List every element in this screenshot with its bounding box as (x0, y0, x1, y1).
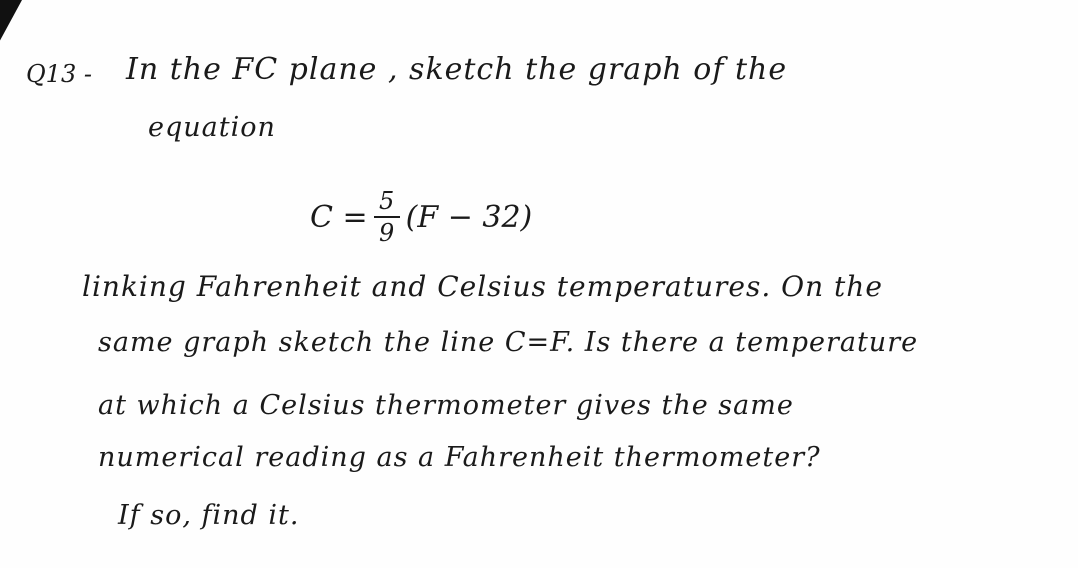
fraction-denominator: 9 (379, 219, 395, 248)
equation-lhs: C = (310, 199, 368, 235)
fraction-numerator: 5 (379, 187, 395, 215)
text-line-2: equation (148, 112, 276, 143)
equation (310, 188, 532, 247)
equation-fraction (374, 188, 400, 247)
question-number: Q13 - (26, 60, 92, 88)
text-line-7: If so, find it. (118, 500, 300, 531)
text-line-6: numerical reading as a Fahrenheit thermometer? (98, 442, 821, 473)
text-line-1: In the FC plane , sketch the graph of the (126, 52, 788, 87)
text-line-4: same graph sketch the line C=F. Is there a temperature (98, 327, 919, 358)
text-line-3: linking Fahrenheit and Celsius temperatures. On the (82, 270, 883, 303)
text-line-5: at which a Celsius thermometer gives the same (98, 390, 794, 421)
equation-rhs: (F − 32) (405, 199, 533, 235)
page-corner-shadow (0, 0, 22, 60)
fraction-bar (374, 216, 400, 218)
